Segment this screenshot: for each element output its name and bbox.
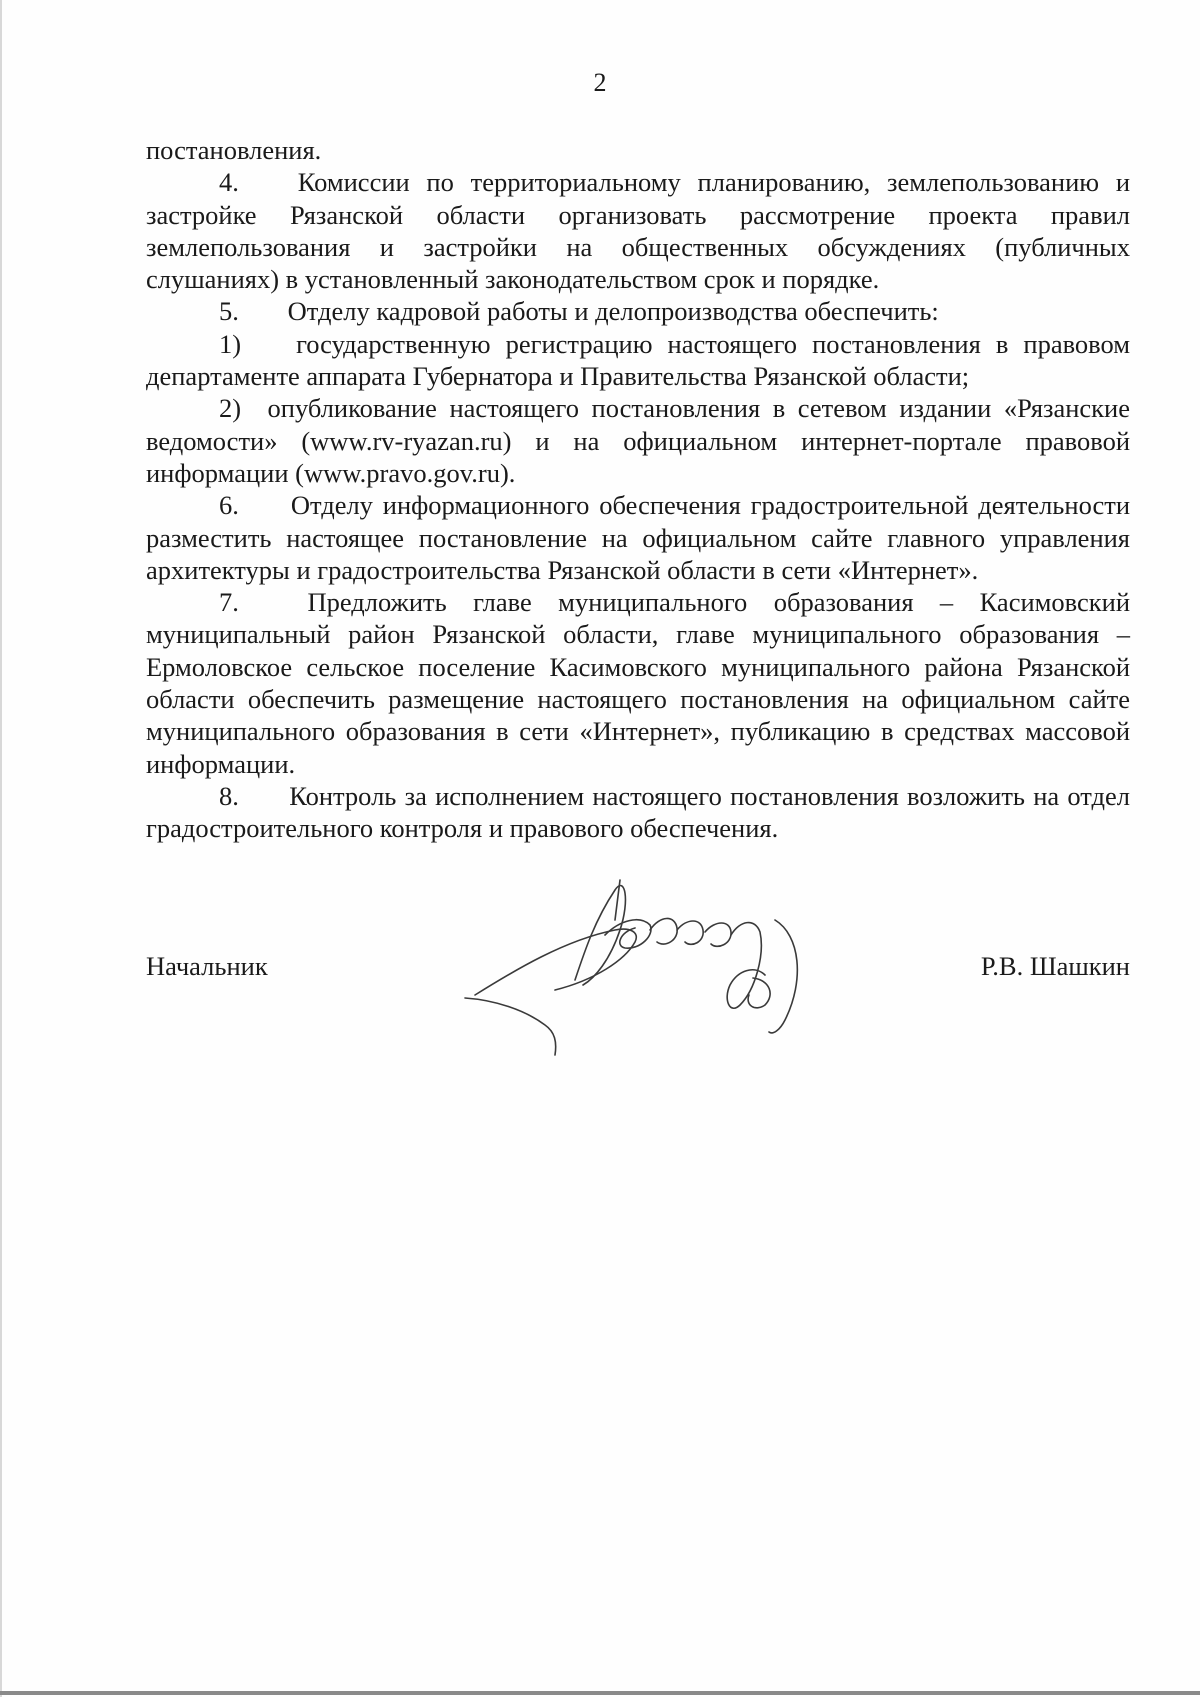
paragraph-number: 4. — [219, 167, 239, 198]
paragraph-item-8 — [146, 780, 1130, 845]
paragraph-text: Комиссии по территориальному планированию, землепользованию и застройке Рязанской области организовать рассмотрение проекта правил землепользования и застройки на общественных обсуждениях (публичных слушаниях) в установленный законодательством срок и порядке. — [146, 167, 1130, 295]
signatory-title: Начальник — [146, 951, 268, 981]
paragraph-number: 7. — [219, 587, 239, 618]
paragraph-item-4 — [146, 166, 1130, 295]
paragraph-continuation — [146, 134, 1130, 166]
paragraph-text: Контроль за исполнением настоящего постановления возложить на отдел градостроительного контроля и правового обеспечения. — [146, 780, 1131, 844]
page-number: 2 — [593, 68, 607, 97]
handwritten-signature — [455, 860, 845, 1070]
paragraph-text: Отделу информационного обеспечения градостроительной деятельности разместить настоящее постановление на официальном сайте главного управления архитектуры и градостроительства Рязанской области в сети «Интернет». — [146, 490, 1131, 585]
paragraph-number: 5. — [219, 296, 239, 327]
paragraph-text: Предложить главе муниципального образования – Касимовский муниципальный район Рязанской области, главе муниципального образования – Ермоловское сельское поселение Касимовского муниципального района Рязанской области обеспечить размещение настоящего постановления на официальном сайте муниципального образования в сети «Интернет», публикацию в средствах массовой информации. — [146, 587, 1131, 779]
scan-edge-left — [0, 0, 2, 1697]
paragraph-subitem-2 — [146, 392, 1130, 489]
paragraph-text: государственную регистрацию настоящего постановления в правовом департаменте аппарата Губернатора и Правительства Рязанской области; — [146, 328, 1131, 392]
paragraph-item-7 — [146, 586, 1130, 780]
paragraph-text: Отделу кадровой работы и делопроизводства обеспечить: — [287, 296, 939, 327]
paragraph-number: 6. — [219, 490, 239, 521]
paragraph-number: 2) — [219, 393, 242, 424]
paragraph-text: опубликование настоящего постановления в сетевом издании «Рязанские ведомости» (www.rv-ryazan.ru) и на официальном интернет-портале правовой информации (www.pravo.gov.ru). — [146, 393, 1130, 488]
paragraph-number: 8. — [219, 780, 239, 811]
paragraph-item-6 — [146, 489, 1130, 586]
scan-edge-bottom — [0, 1691, 1200, 1695]
paragraph-text: постановления. — [146, 135, 322, 165]
signatory-name: Р.В. Шашкин — [980, 951, 1130, 981]
paragraph-number: 1) — [219, 328, 242, 359]
paragraph-item-5 — [146, 295, 1130, 327]
document-body — [146, 134, 1130, 845]
paragraph-subitem-1 — [146, 328, 1130, 393]
